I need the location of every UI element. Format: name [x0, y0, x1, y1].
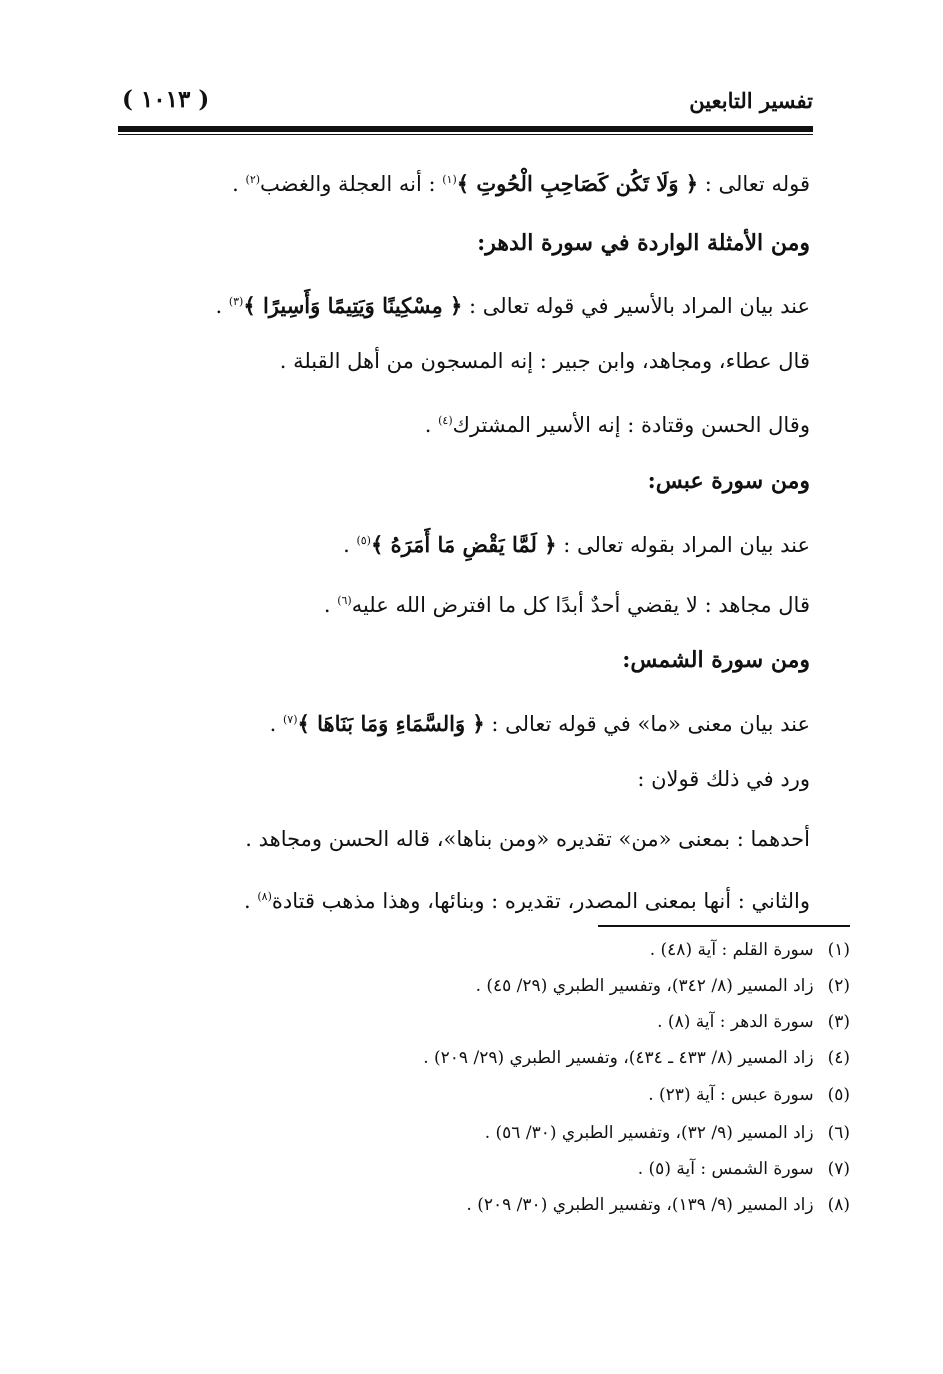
- paragraph-line-8: ورد في ذلك قولان :: [637, 767, 810, 791]
- quran-verse: ﴿ وَلَا تَكُن كَصَاحِبِ الْحُوتِ ﴾: [456, 171, 699, 196]
- footnote: [657, 1010, 850, 1034]
- line-text: .: [323, 593, 338, 617]
- section-heading: ومن الأمثلة الواردة في سورة الدهر:: [477, 230, 810, 256]
- footnote: [650, 938, 850, 962]
- quran-verse: ﴿ لَمَّا يَقْضِ مَا أَمَرَهُ ﴾: [370, 532, 557, 557]
- paragraph-line-3: قال عطاء، ومجاهد، وابن جبير : إنه المسجون من أهل القبلة .: [279, 349, 810, 373]
- book-title: تفسير التابعين: [689, 88, 813, 113]
- line-text: قوله تعالى :: [698, 172, 810, 196]
- footnote-number: (١): [827, 940, 850, 960]
- footnote-number: (٧): [827, 1159, 850, 1179]
- footnote-number: (٦): [827, 1123, 850, 1143]
- footnote-text: سورة عبس : آية (٢٣) .: [648, 1085, 814, 1105]
- paragraph-line-9: أحدهما : بمعنى «من» تقديره «ومن بناها»، قاله الحسن ومجاهد .: [245, 827, 810, 851]
- paragraph-line-1: [232, 165, 810, 199]
- footnote-text: سورة الشمس : آية (٥) .: [637, 1159, 814, 1179]
- footnote-ref: (١): [442, 173, 457, 186]
- paragraph-line-7: [270, 705, 810, 739]
- footnote-text: سورة القلم : آية (٤٨) .: [649, 940, 814, 960]
- footnote-text: زاد المسير (٨/ ٤٣٣ ـ ٤٣٤)، وتفسير الطبري (٢٩/ ٢٠٩) .: [423, 1048, 814, 1068]
- section-heading: ومن سورة عبس:: [647, 468, 810, 494]
- quran-verse: ﴿ وَالسَّمَاءِ وَمَا بَنَاهَا ﴾: [297, 711, 485, 736]
- footnote-number: (٥): [827, 1085, 850, 1105]
- footnote-number: (٨): [827, 1195, 850, 1215]
- quran-verse: ﴿ مِسْكِينًا وَيَتِيمًا وَأَسِيرًا ﴾: [243, 293, 463, 318]
- footnote-number: (٢): [827, 976, 850, 996]
- footnote-text: زاد المسير (٩/ ١٣٩)، وتفسير الطبري (٣٠/ ٢٠٩) .: [466, 1195, 814, 1215]
- paragraph-line-10: [244, 882, 810, 916]
- footnote: [638, 1157, 850, 1181]
- line-text: .: [244, 889, 258, 913]
- footnote-text: سورة الدهر : آية (٨) .: [657, 1012, 814, 1032]
- line-text: قال مجاهد : لا يقضي أحدٌ أبدًا كل ما افترض الله عليه: [351, 593, 810, 617]
- footnote-ref: (٤): [438, 414, 453, 427]
- footnote-ref: (٢): [245, 173, 261, 186]
- footnote: [466, 1193, 850, 1217]
- paragraph-line-2: [215, 287, 810, 321]
- footnote: [476, 974, 850, 998]
- footnote-text: زاد المسير (٩/ ٣٢)، وتفسير الطبري (٣٠/ ٥٦) .: [484, 1123, 814, 1143]
- line-text: وقال الحسن وقتادة : إنه الأسير المشترك: [452, 413, 810, 437]
- footnote-text: زاد المسير (٨/ ٣٤٢)، وتفسير الطبري (٢٩/ ٤٥) .: [475, 976, 814, 996]
- line-text: .: [215, 294, 229, 318]
- line-text: .: [343, 533, 357, 557]
- line-text: .: [269, 712, 283, 736]
- footnote-ref: (٧): [282, 713, 298, 726]
- footnote: [423, 1046, 850, 1070]
- paragraph-line-4: [425, 406, 810, 440]
- footnote-separator: [598, 925, 850, 927]
- line-text: عند بيان معنى «ما» في قوله تعالى :: [484, 712, 810, 736]
- page-header: [118, 88, 813, 122]
- line-text: .: [232, 172, 246, 196]
- line-text: .: [424, 413, 439, 437]
- paragraph-line-6: [324, 586, 810, 620]
- footnote-ref: (٣): [228, 295, 244, 308]
- paragraph-line-5: [343, 526, 810, 560]
- footnote-ref: (٥): [356, 534, 371, 547]
- line-text: عند بيان المراد بقوله تعالى :: [556, 533, 810, 557]
- footnote-number: (٣): [827, 1012, 850, 1032]
- line-text: والثاني : أنها بمعنى المصدر، تقديره : وبنائها، وهذا مذهب قتادة: [271, 889, 810, 913]
- footnote-ref: (٨): [257, 890, 272, 903]
- footnote: [648, 1083, 850, 1107]
- page-number: ( ١٠١٣ ): [122, 86, 210, 113]
- section-heading: ومن سورة الشمس:: [622, 647, 810, 673]
- footnote-ref: (٦): [337, 594, 352, 607]
- header-rule-thin: [118, 134, 813, 135]
- footnote-number: (٤): [827, 1048, 850, 1068]
- line-text: : أنه العجلة والغضب: [260, 172, 443, 196]
- footnote: [485, 1121, 850, 1145]
- header-rule: [118, 126, 813, 132]
- line-text: عند بيان المراد بالأسير في قوله تعالى :: [462, 294, 810, 318]
